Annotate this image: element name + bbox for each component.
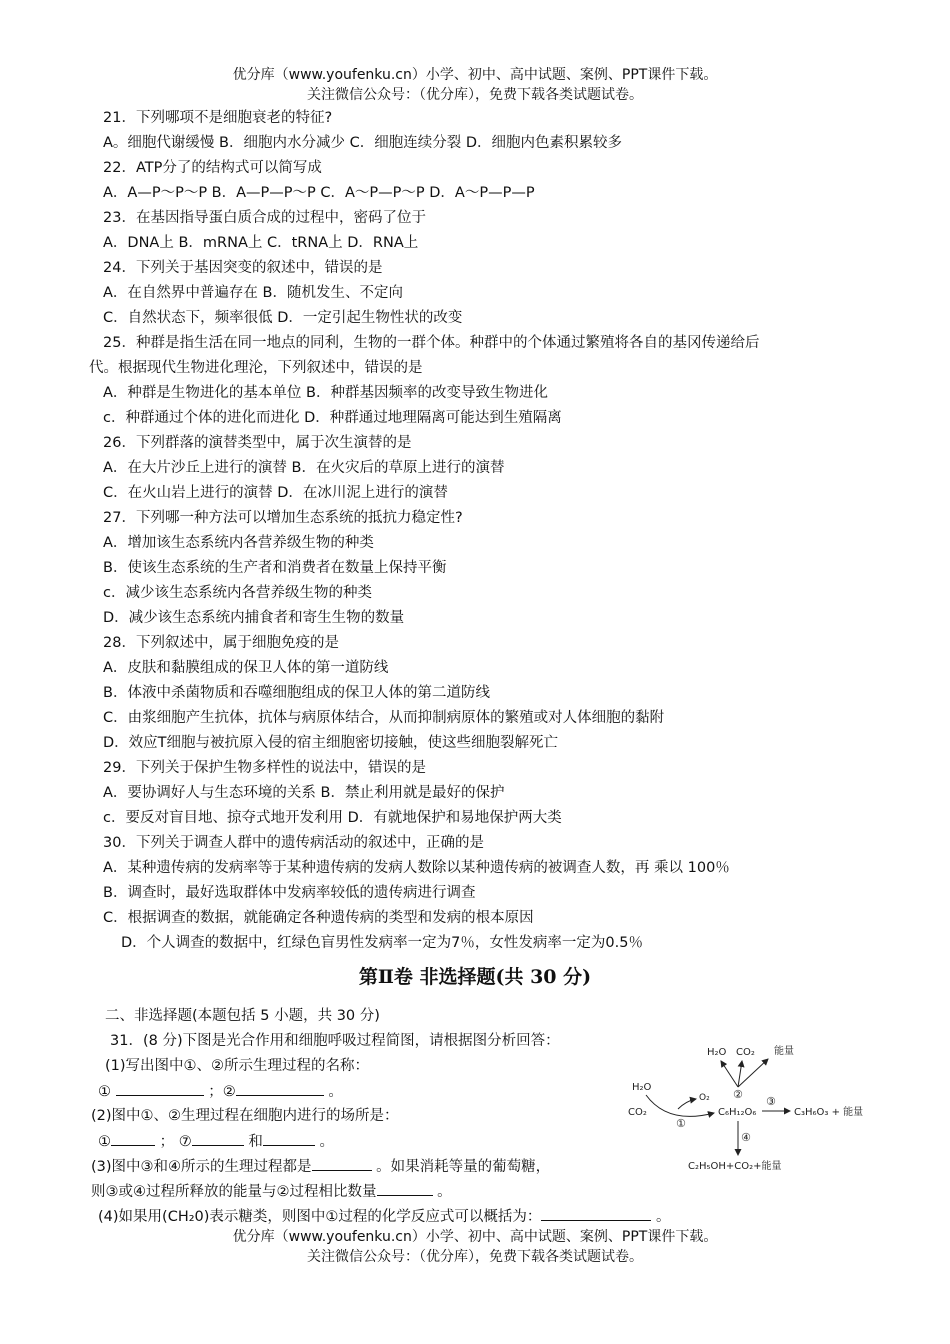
question-25: 25．种群是指生活在同一地点的同利，生物的一群个体。种群中的个体通过繁殖将各自的基冈传递给后 <box>103 335 760 351</box>
glucose-label: C₆H₁₂O₆ <box>718 1107 757 1118</box>
header-line-1: 优分库（www.youfenku.cn）小学、初中、高中试题、案例、PPT课件下载。 <box>232 67 718 83</box>
answer-blank[interactable] <box>116 1081 204 1096</box>
arrow-to-h2o <box>721 1061 738 1087</box>
question-28: 28．下列叙述中，属于细胞免疫的是 <box>103 635 339 651</box>
question-31-sub-3: (3)图中③和④所示的生理过程都是 。如果消耗等量的葡萄糖， <box>91 1156 550 1177</box>
energy-top-label: 能量 <box>774 1046 794 1057</box>
question-31-sub-1-answer: ① ；② 。 <box>98 1081 343 1102</box>
question-29-options-ab: A．要协调好人与生态环境的关系 B．禁止利用就是最好的保护 <box>103 785 505 801</box>
answer-blank[interactable] <box>541 1206 651 1221</box>
question-27-option-d: D．减少该生态系统内捕食者和寄生生物的数量 <box>103 610 405 626</box>
question-25-options-cd: c．种群通过个体的进化而进化 D．种群通过地理隔离可能达到生殖隔离 <box>103 410 562 426</box>
question-24-options-cd: C．自然状态下，频率很低 D．一定引起生物性状的改变 <box>103 310 463 326</box>
question-22-options: A．A—P～P～P B．A—P—P～P C．A～P—P～P D．A～P—P—P <box>103 185 535 201</box>
question-30-option-b: B．调查时，最好选取群体中发病率较低的遗传病进行调查 <box>103 885 476 901</box>
process-3-label: ③ <box>766 1095 776 1108</box>
header-line-2: 关注微信公众号：（优分库），免费下载各类试题试卷。 <box>307 87 643 103</box>
question-31-sub-2: (2)图中①、②生理过程在细胞内进行的场所是： <box>91 1108 399 1124</box>
question-27-option-a: A．增加该生态系统内各营养级生物的种类 <box>103 535 374 551</box>
question-21-options: A。细胞代谢缓慢 B．细胞内水分减少 C．细胞连续分裂 D．细胞内色素积累较多 <box>103 135 622 151</box>
question-30-option-d: D．个人调查的数据中，红绿色盲男性发病率一定为7％，女性发病率一定为0.5％ <box>121 935 643 951</box>
footer-line-1: 优分库（www.youfenku.cn）小学、初中、高中试题、案例、PPT课件下载。 <box>232 1229 718 1245</box>
question-24: 24．下列关于基因突变的叙述中，错误的是 <box>103 260 383 276</box>
photosynthesis-respiration-diagram <box>628 1043 888 1175</box>
part2-intro: 二、非选择题(本题包括 5 小题，共 30 分) <box>105 1008 380 1024</box>
question-22: 22．ATP分了的结构式可以简写成 <box>103 160 322 176</box>
question-27-option-c: c．减少该生态系统内各营养级生物的种类 <box>103 585 372 601</box>
question-25-options-ab: A．种群是生物进化的基本单位 B．种群基因频率的改变导致生物进化 <box>103 385 548 401</box>
arrow-to-o2 <box>678 1099 696 1109</box>
ethanol-label: C₂H₅OH+CO₂+能量 <box>688 1161 782 1172</box>
arrow-to-co2 <box>738 1061 742 1087</box>
question-27-option-b: B．使该生态系统的生产者和消费者在数量上保持平衡 <box>103 560 447 576</box>
question-26-options-cd: C．在火山岩上进行的演替 D．在冰川泥上进行的演替 <box>103 485 448 501</box>
question-28-option-a: A．皮肤和黏膜组成的保卫人体的第一道防线 <box>103 660 389 676</box>
question-29-options-cd: c．要反对盲目地、掠夺式地开发利用 D．有就地保护和易地保护两大类 <box>103 810 562 826</box>
process-4-label: ④ <box>741 1131 751 1144</box>
question-29: 29．下列关于保护生物多样性的说法中，错误的是 <box>103 760 426 776</box>
h2o-top-label: H₂O <box>707 1047 727 1058</box>
question-31: 31．(8 分)下图是光合作用和细胞呼吸过程简图，请根据图分析回答： <box>110 1033 560 1049</box>
question-21: 21．下列哪项不是细胞衰老的特征? <box>103 110 333 126</box>
question-31-sub-1: (1)写出图中①、②所示生理过程的名称： <box>105 1058 370 1074</box>
question-30: 30．下列关于调查人群中的遗传病活动的叙述中，正确的是 <box>103 835 484 851</box>
answer-blank[interactable] <box>312 1156 372 1171</box>
question-25-cont: 代。根据现代生物进化理沦，下列叙述中，错误的是 <box>89 360 423 376</box>
question-28-option-b: B．体液中杀菌物质和吞噬细胞组成的保卫人体的第二道防线 <box>103 685 490 701</box>
question-27: 27．下列哪一种方法可以增加生态系统的抵抗力稳定性? <box>103 510 463 526</box>
arrow-to-energy <box>738 1059 768 1087</box>
process-1-label: ① <box>676 1117 686 1130</box>
question-26: 26．下列群落的演替类型中，属于次生演替的是 <box>103 435 412 451</box>
question-31-sub-4: (4)如果用(CH₂0)表示糖类，则图中①过程的化学反应式可以概括为： 。 <box>98 1206 671 1227</box>
question-24-options-ab: A．在自然界中普遍存在 B．随机发生、不定向 <box>103 285 403 301</box>
question-23-options: A．DNA上 B．mRNA上 C．tRNA上 D．RNA上 <box>103 235 419 251</box>
question-23: 23．在基因指导蛋白质合成的过程中，密码了位于 <box>103 210 426 226</box>
answer-blank[interactable] <box>111 1131 155 1146</box>
o2-label: O₂ <box>699 1093 710 1103</box>
lactic-acid-label: C₃H₆O₃ + 能量 <box>794 1107 864 1118</box>
process-2-label: ② <box>733 1088 743 1101</box>
question-31-sub-3-cont: 则③或④过程所释放的能量与②过程相比数量 。 <box>91 1181 452 1202</box>
question-28-option-c: C．由浆细胞产生抗体，抗体与病原体结合，从而抑制病原体的繁殖或对人体细胞的黏附 <box>103 710 665 726</box>
question-26-options-ab: A．在大片沙丘上进行的演替 B．在火灾后的草原上进行的演替 <box>103 460 505 476</box>
co2-top-label: CO₂ <box>736 1047 755 1058</box>
section-title: 第Ⅱ卷 非选择题(共 30 分) <box>358 966 592 988</box>
question-31-sub-2-answer: ① ； ⑦ 和 。 <box>98 1131 334 1152</box>
co2-left-label: CO₂ <box>628 1107 647 1118</box>
answer-blank[interactable] <box>263 1131 315 1146</box>
question-28-option-d: D．效应T细胞与被抗原入侵的宿主细胞密切接触，使这些细胞裂解死亡 <box>103 735 559 751</box>
question-30-option-c: C．根据调查的数据，就能确定各种遗传病的类型和发病的根本原因 <box>103 910 534 926</box>
footer-line-2: 关注微信公众号：（优分库），免费下载各类试题试卷。 <box>307 1249 643 1265</box>
answer-blank[interactable] <box>192 1131 244 1146</box>
question-30-option-a: A．某种遗传病的发病率等于某种遗传病的发病人数除以某种遗传病的被调查人数，再 乘以 100％ <box>103 860 730 876</box>
h2o-left-label: H₂O <box>632 1082 652 1093</box>
answer-blank[interactable] <box>236 1081 324 1096</box>
answer-blank[interactable] <box>377 1181 433 1196</box>
